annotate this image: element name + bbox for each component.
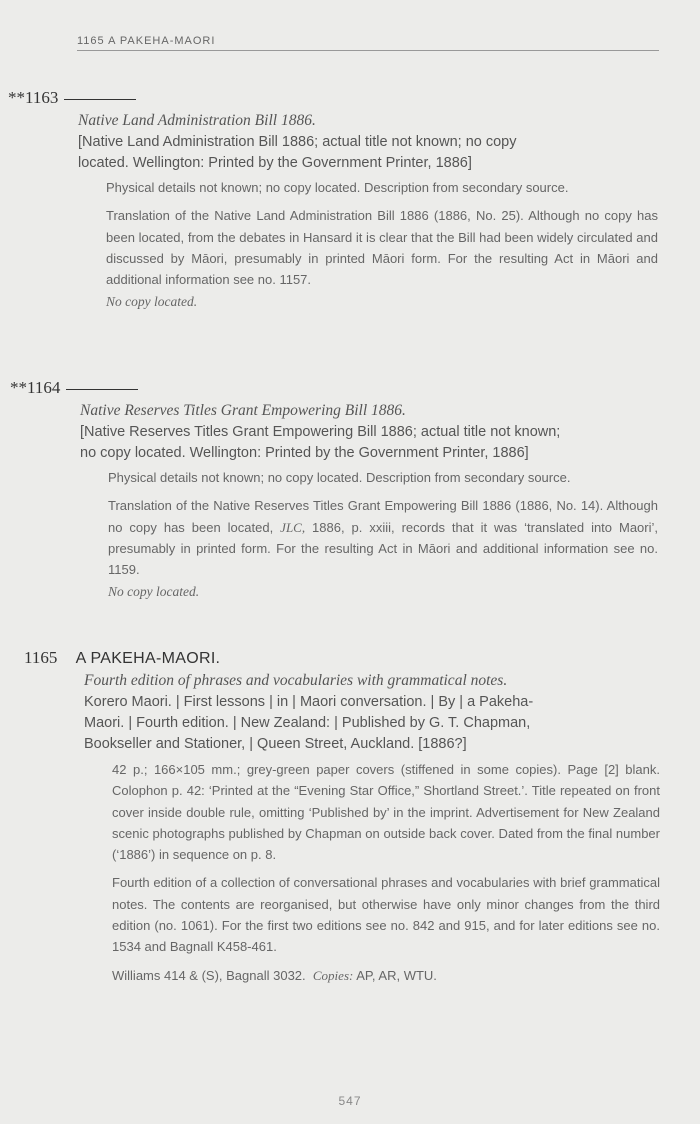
entry-references [112, 965, 660, 986]
entry-body [112, 759, 660, 986]
entry-title: Fourth edition of phrases and vocabularies with grammatical notes. [84, 672, 508, 689]
entry-description [78, 132, 638, 174]
notes-text: Translation of the Native Reserves Titles Grant Empowering Bill 1886 (1886, No. 14). Although no copy has been located, [108, 498, 658, 535]
references-text: Williams 414 & (S), Bagnall 3032. [112, 967, 306, 983]
entry-description [80, 422, 660, 464]
title-dash [64, 99, 136, 100]
entry-number: **1164 [10, 378, 61, 397]
notes-text: 1886, p. xxiii, records that it was ‘translated into Maori’, presumably in printed form. For the resulting Act in Māori and additional information see no. 1159. [108, 519, 658, 578]
description-line: located. Wellington: Printed by the Government Printer, 1886] [78, 155, 472, 171]
journal-abbrev: JLC, [280, 519, 306, 535]
physical-description: 42 p.; 166×105 mm.; grey-green paper covers (stiffened in some copies). Page [2] blank. Colophon p. 42: ‘Printed at the “Evening Star Office,” Shortland Street.’. Title repeated on front cover inside double rule, omitting ‘Published by’ in the imprint. Advertisement for New Zealand scenic photographs published by Chapman on outside back cover. Dated from the final number (‘1886’) in sequence on p. 8. [112, 762, 660, 863]
description-line: Bookseller and Stationer, | Queen Street, Auckland. [1886?] [84, 736, 467, 752]
page-number: 547 [338, 1094, 362, 1108]
description-line: no copy located. Wellington: Printed by the Government Printer, 1886] [80, 445, 529, 461]
entry-notes: Fourth edition of a collection of conversational phrases and vocabularies with brief grammatical notes. The contents are reorganised, but otherwise have only minor changes from the third edition (no. 1061). For the first two editions see no. 842 and 915, and for later editions see no. 1534 and Bagnall K458-461. [112, 875, 660, 955]
entry-description [84, 692, 664, 755]
entry-1165 [0, 648, 700, 986]
entry-notes: Translation of the Native Land Administration Bill 1886 (1886, No. 25). Although no copy has been located, from the debates in Hansard it is clear that the Bill had been widely circulated and discussed by Māori, presumably in printed Māori form. For the resulting Act in Māori and additional information see no. 1157. [106, 208, 658, 288]
description-line: [Native Land Administration Bill 1886; actual title not known; no copy [78, 134, 517, 150]
running-head: 1165 A PAKEHA-MAORI [77, 35, 659, 51]
entry-notes [108, 495, 658, 580]
entry-author: A PAKEHA-MAORI. [75, 650, 221, 667]
entry-body [108, 467, 658, 600]
entry-body [106, 177, 658, 310]
description-line: Korero Maori. | First lessons | in | Maori conversation. | By | a Pakeha- [84, 694, 534, 710]
physical-description: Physical details not known; no copy located. Description from secondary source. [108, 470, 571, 485]
entry-1164 [0, 378, 700, 600]
entry-heading [24, 648, 700, 668]
entry-heading [8, 88, 700, 108]
copy-status: No copy located. [106, 294, 198, 310]
copy-status: No copy located. [108, 584, 200, 600]
physical-description: Physical details not known; no copy located. Description from secondary source. [106, 180, 569, 195]
copies-list: AP, AR, WTU. [356, 967, 437, 983]
description-line: Maori. | Fourth edition. | New Zealand: | Published by G. T. Chapman, [84, 715, 531, 731]
entry-title: Native Reserves Titles Grant Empowering Bill 1886. [80, 402, 406, 419]
title-dash [66, 389, 138, 390]
entry-number: 1165 [24, 648, 58, 667]
entry-title: Native Land Administration Bill 1886. [78, 112, 316, 129]
description-line: [Native Reserves Titles Grant Empowering Bill 1886; actual title not known; [80, 424, 561, 440]
entry-1163 [0, 88, 700, 310]
entry-number: **1163 [8, 88, 59, 107]
entry-heading [10, 378, 700, 398]
copies-label: Copies: [312, 967, 354, 983]
